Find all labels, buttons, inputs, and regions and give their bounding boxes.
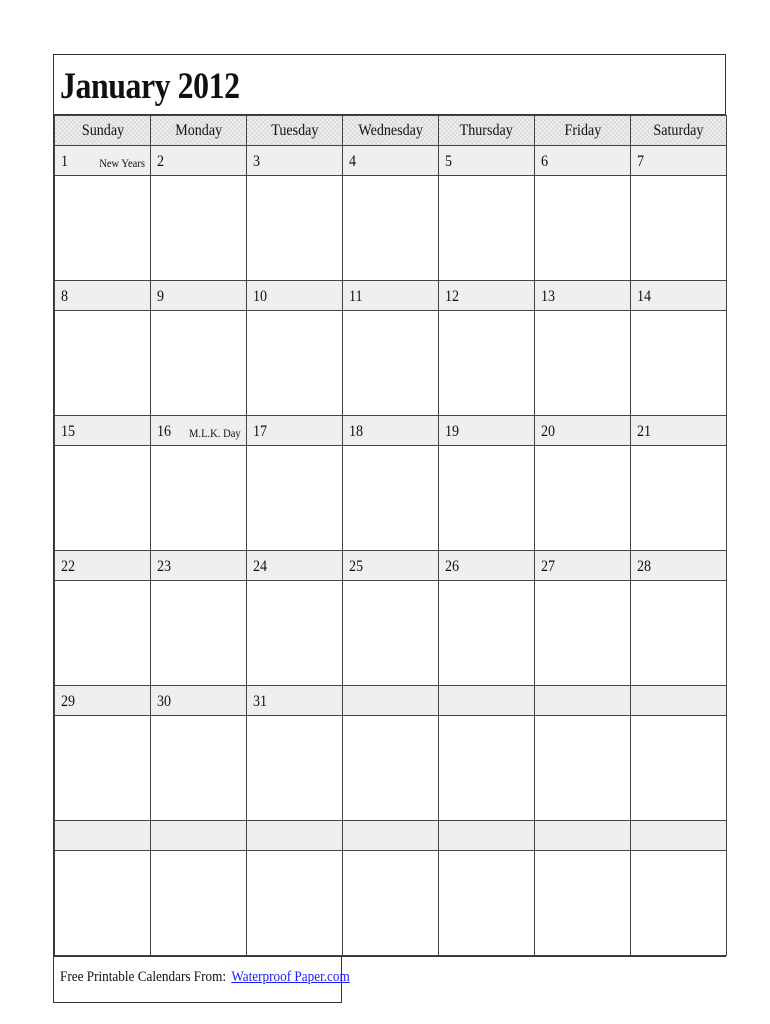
day-notes-cell	[151, 176, 247, 281]
day-number-cell	[55, 416, 151, 446]
day-notes-cell	[343, 851, 439, 956]
day-number: 16	[157, 423, 172, 440]
day-number-cell	[631, 821, 727, 851]
day-number: 30	[157, 693, 172, 710]
day-notes-cell	[439, 446, 535, 551]
week-notes-row	[55, 446, 727, 551]
day-number-cell	[439, 146, 535, 176]
day-number: 19	[445, 423, 460, 440]
weekday-header	[247, 116, 343, 146]
day-number: 23	[157, 558, 172, 575]
day-notes-cell	[631, 176, 727, 281]
calendar-title: January 2012	[60, 66, 240, 107]
day-notes-cell	[631, 851, 727, 956]
day-notes-cell	[439, 176, 535, 281]
weekday-header-row	[55, 116, 727, 146]
weekday-header	[55, 116, 151, 146]
day-number-cell	[151, 281, 247, 311]
day-number-cell	[439, 281, 535, 311]
day-notes-cell	[247, 581, 343, 686]
day-notes-cell	[343, 446, 439, 551]
weekday-header	[535, 116, 631, 146]
weekday-header	[439, 116, 535, 146]
day-number: 4	[349, 153, 357, 170]
day-number: 29	[61, 693, 76, 710]
day-number-cell	[439, 686, 535, 716]
day-number: 7	[637, 153, 645, 170]
day-number-cell	[535, 416, 631, 446]
day-notes-cell	[535, 446, 631, 551]
day-number: 14	[637, 288, 652, 305]
day-number: 2	[157, 153, 165, 170]
day-number-cell	[535, 146, 631, 176]
day-number-cell	[535, 281, 631, 311]
day-number-cell	[631, 686, 727, 716]
day-notes-cell	[535, 176, 631, 281]
day-notes-cell	[631, 446, 727, 551]
footer-credit	[53, 956, 350, 1003]
weekday-header	[151, 116, 247, 146]
footer-text: Free Printable Calendars From:	[60, 969, 227, 985]
day-notes-cell	[55, 176, 151, 281]
day-number-cell	[535, 551, 631, 581]
day-number: 24	[253, 558, 268, 575]
weekday-label: Saturday	[653, 121, 704, 139]
day-number: 3	[253, 153, 261, 170]
calendar-grid	[54, 115, 727, 956]
day-number: 8	[61, 288, 69, 305]
week-notes-row	[55, 176, 727, 281]
day-notes-cell	[439, 716, 535, 821]
day-notes-cell	[535, 311, 631, 416]
day-number: 12	[445, 288, 460, 305]
day-number-cell	[247, 281, 343, 311]
day-notes-cell	[535, 851, 631, 956]
day-number-cell	[247, 416, 343, 446]
weekday-label: Wednesday	[358, 121, 423, 139]
weekday-header	[631, 116, 727, 146]
day-notes-cell	[247, 446, 343, 551]
day-number: 21	[637, 423, 652, 440]
week-date-row	[55, 146, 727, 176]
day-notes-cell	[151, 851, 247, 956]
day-number-cell	[535, 686, 631, 716]
calendar-title-bar	[54, 55, 725, 115]
day-number-cell	[343, 281, 439, 311]
day-number-cell	[247, 821, 343, 851]
day-number-cell	[55, 821, 151, 851]
day-notes-cell	[247, 851, 343, 956]
week-notes-row	[55, 311, 727, 416]
day-number-cell	[55, 686, 151, 716]
day-number-cell	[55, 146, 151, 176]
day-number-cell	[343, 686, 439, 716]
day-number: 15	[61, 423, 76, 440]
day-number-cell	[631, 416, 727, 446]
day-number-cell	[151, 416, 247, 446]
week-notes-row	[55, 716, 727, 821]
day-number: 5	[445, 153, 453, 170]
weekday-label: Tuesday	[270, 121, 319, 139]
day-number: 22	[61, 558, 76, 575]
weekday-label: Thursday	[459, 121, 514, 139]
day-number-cell	[631, 146, 727, 176]
day-notes-cell	[343, 581, 439, 686]
day-number-cell	[151, 551, 247, 581]
weekday-label: Sunday	[81, 121, 124, 139]
day-number-cell	[343, 821, 439, 851]
day-number-cell	[439, 551, 535, 581]
day-number-cell	[151, 146, 247, 176]
day-number-cell	[439, 416, 535, 446]
holiday-label: New Years	[99, 156, 145, 170]
day-number-cell	[55, 281, 151, 311]
day-notes-cell	[55, 716, 151, 821]
day-number: 28	[637, 558, 652, 575]
weekday-label: Monday	[175, 121, 222, 139]
day-number: 10	[253, 288, 268, 305]
week-date-row	[55, 686, 727, 716]
day-number-cell	[439, 821, 535, 851]
calendar-table	[54, 115, 727, 956]
day-number: 18	[349, 423, 364, 440]
day-notes-cell	[55, 446, 151, 551]
day-number-cell	[55, 551, 151, 581]
day-number-cell	[151, 821, 247, 851]
day-number: 11	[349, 288, 363, 305]
day-notes-cell	[535, 581, 631, 686]
waterproof-paper-link[interactable]: Waterproof Paper.com	[231, 969, 350, 985]
day-number-cell	[151, 686, 247, 716]
day-number: 25	[349, 558, 364, 575]
day-notes-cell	[343, 716, 439, 821]
day-notes-cell	[247, 716, 343, 821]
day-number-cell	[535, 821, 631, 851]
day-number-cell	[343, 551, 439, 581]
calendar-page	[53, 54, 726, 957]
day-number: 20	[541, 423, 556, 440]
day-number: 9	[157, 288, 165, 305]
day-notes-cell	[535, 716, 631, 821]
day-number-cell	[247, 551, 343, 581]
day-number: 17	[253, 423, 268, 440]
day-number-cell	[343, 416, 439, 446]
day-notes-cell	[439, 851, 535, 956]
footer-text-wrap	[60, 969, 350, 986]
week-date-row	[55, 281, 727, 311]
week-notes-row	[55, 581, 727, 686]
day-notes-cell	[631, 311, 727, 416]
day-number-cell	[247, 686, 343, 716]
day-notes-cell	[151, 716, 247, 821]
day-number: 31	[253, 693, 268, 710]
day-number: 1	[61, 153, 69, 170]
day-number-cell	[631, 281, 727, 311]
day-notes-cell	[55, 851, 151, 956]
holiday-label: M.L.K. Day	[189, 426, 241, 440]
week-notes-row	[55, 851, 727, 956]
day-notes-cell	[55, 581, 151, 686]
day-notes-cell	[343, 176, 439, 281]
day-number-cell	[631, 551, 727, 581]
week-date-row	[55, 551, 727, 581]
weekday-header	[343, 116, 439, 146]
day-notes-cell	[247, 311, 343, 416]
week-date-row	[55, 821, 727, 851]
day-notes-cell	[631, 581, 727, 686]
day-number-cell	[343, 146, 439, 176]
day-notes-cell	[151, 446, 247, 551]
day-number: 6	[541, 153, 549, 170]
day-number-cell	[247, 146, 343, 176]
day-number: 27	[541, 558, 556, 575]
day-notes-cell	[55, 311, 151, 416]
day-notes-cell	[151, 581, 247, 686]
weekday-label: Friday	[564, 121, 601, 139]
day-notes-cell	[439, 311, 535, 416]
week-date-row	[55, 416, 727, 446]
day-notes-cell	[439, 581, 535, 686]
day-notes-cell	[343, 311, 439, 416]
day-notes-cell	[151, 311, 247, 416]
day-notes-cell	[631, 716, 727, 821]
day-number: 26	[445, 558, 460, 575]
day-number: 13	[541, 288, 556, 305]
day-notes-cell	[247, 176, 343, 281]
